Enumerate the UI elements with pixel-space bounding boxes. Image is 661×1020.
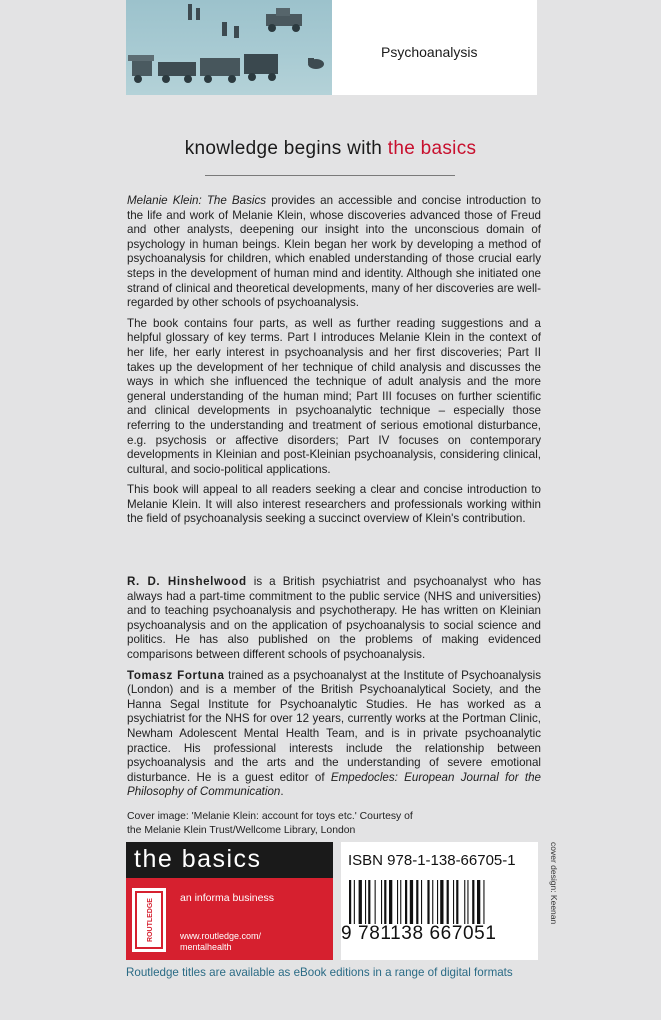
author-name-1: R. D. Hinshelwood	[127, 575, 247, 588]
author-bio-1	[127, 575, 541, 663]
description-paragraph-3: This book will appeal to all readers seeking a clear and concise introduction to Melanie Klein. It will also interest researchers and professionals working within the field of psychoanalysis seeking a succinct overview of Klein's contribution.	[127, 483, 541, 526]
barcode-bar	[410, 880, 413, 924]
author-name-2: Tomasz Fortuna	[127, 668, 225, 682]
barcode-bar	[464, 880, 465, 924]
barcode-bar	[437, 880, 438, 924]
description-paragraph-1	[127, 194, 541, 311]
tagline-accent: the basics	[387, 138, 477, 159]
barcode-bar	[349, 880, 351, 924]
barcode-bar	[477, 880, 480, 924]
subject-label: Psychoanalysis	[381, 44, 478, 60]
routledge-logo-mark	[132, 888, 166, 952]
author-bio-2	[127, 669, 541, 800]
author-bio-end-2: .	[280, 785, 284, 799]
barcode-bar	[456, 880, 458, 924]
barcode-bar	[389, 880, 392, 924]
barcode-bar	[400, 880, 401, 924]
barcode-bar	[472, 880, 474, 924]
barcode-bar	[453, 880, 454, 924]
series-name: the basics	[134, 845, 262, 873]
barcode-bar	[384, 880, 386, 924]
series-header	[126, 842, 333, 878]
series-tagline	[0, 138, 661, 160]
barcode-bar	[427, 880, 429, 924]
book-description	[127, 194, 541, 533]
barcode-bar	[375, 880, 376, 924]
barcode-bar	[397, 880, 398, 924]
author-bio-text-1: is a British psychiatrist and psychoanalyst who has always had a part-time commitment to the public service (NHS and universities) and to teaching psychoanalysis and psychotherapy. He has written on Kleinian psychoanalysis and on the application of psychoanalysis to social science and politics. He has also published on the problems of making evidenced comparisons between different schools of psychoanalysis.	[127, 575, 542, 661]
barcode-bar	[405, 880, 407, 924]
author-bio-text-2: trained as a psychoanalyst at the Institute of Psychoanalysis (London) and is a member of the British Psychoanalytical Society, and the Hanna Segal Institute for Psychoanalytic Studies. He has worked as a psychiatrist for the NHS for over 12 years, currently works at the Portman Clinic, Newham Adolescent Mental Health Team, and is in private psychoanalytic practice. His professional interests include the relationship between psychoanalysis and the arts and the understanding of severe emotional disturbance. He is a guest editor of	[127, 668, 542, 784]
author-bios	[127, 575, 541, 806]
tagline-prefix: knowledge begins with	[184, 138, 388, 159]
description-paragraph-2: The book contains four parts, as well as further reading suggestions and a helpful glossary of key terms. Part I introduces Melanie Klein in the context of her life, her early interest in psychoanalysis and her first discoveries; Part II takes up the development of her technique of child analysis and discusses the ways in which she influenced the technique of adult analysis and the more general understanding of the human mind; Part III focuses on further scientific and clinical developments in psychoanalytic technique – especially those referring to the understanding and treatment of serious emotional disturbance, e.g. psychosis or affective disorders; Part IV focuses on contemporary developments in Kleinian and post-Kleinian psychoanalysis, considering clinical, cultural, and socio-political applications.	[127, 316, 541, 476]
barcode-bar	[432, 880, 433, 924]
description-text-1: provides an accessible and concise introduction to the life and work of Melanie Klein, whose discoveries advanced those of Freud and other analysts, deepening our insight into the unconscious domain of psychology in human beings. Klein began her work by developing a method of psychoanalysis for children, which enabled understanding of those crucial early steps in the development of human mind and identity. Although she initiated one strand of clinical and theoretical developments, many of her discoveries are well-regarded by other schools of psychoanalysis.	[127, 194, 541, 310]
barcode-bar	[447, 880, 449, 924]
informa-tagline: an informa business	[180, 892, 274, 904]
barcode-bar	[359, 880, 362, 924]
barcode-digits: 9 781138 667051	[341, 923, 497, 944]
cover-image-credit: Cover image: 'Melanie Klein: account for toys etc.' Courtesy of the Melanie Klein Trust/Wellcome Library, London	[127, 811, 413, 836]
barcode-bar	[354, 880, 355, 924]
barcode-bar	[416, 880, 418, 924]
cover-design-credit: cover design: Keenan	[549, 842, 559, 925]
barcode-bar	[467, 880, 468, 924]
book-title: Melanie Klein: The Basics	[127, 194, 267, 207]
journal-title: Empedocles: European Journal for the Philosophy of Communication	[127, 770, 541, 799]
ebook-note: Routledge titles are available as eBook editions in a range of digital formats	[126, 966, 513, 979]
divider	[205, 175, 455, 176]
barcode-bar	[365, 880, 366, 924]
cover-photo	[126, 0, 332, 95]
barcode-bar	[381, 880, 382, 924]
publisher-url-line-2: mentalhealth	[180, 942, 232, 952]
publisher-url-line-1: www.routledge.com/	[180, 931, 262, 941]
isbn-label: ISBN 978-1-138-66705-1	[348, 852, 516, 869]
publisher-url[interactable]	[180, 931, 261, 953]
barcode-bar	[421, 880, 422, 924]
routledge-logo-text: ROUTLEDGE	[147, 898, 154, 942]
barcode-bar	[483, 880, 484, 924]
toys-illustration	[126, 0, 332, 95]
series-box	[126, 842, 333, 960]
barcode-bar	[440, 880, 443, 924]
barcode-bar	[368, 880, 370, 924]
routledge-logo	[132, 888, 166, 952]
